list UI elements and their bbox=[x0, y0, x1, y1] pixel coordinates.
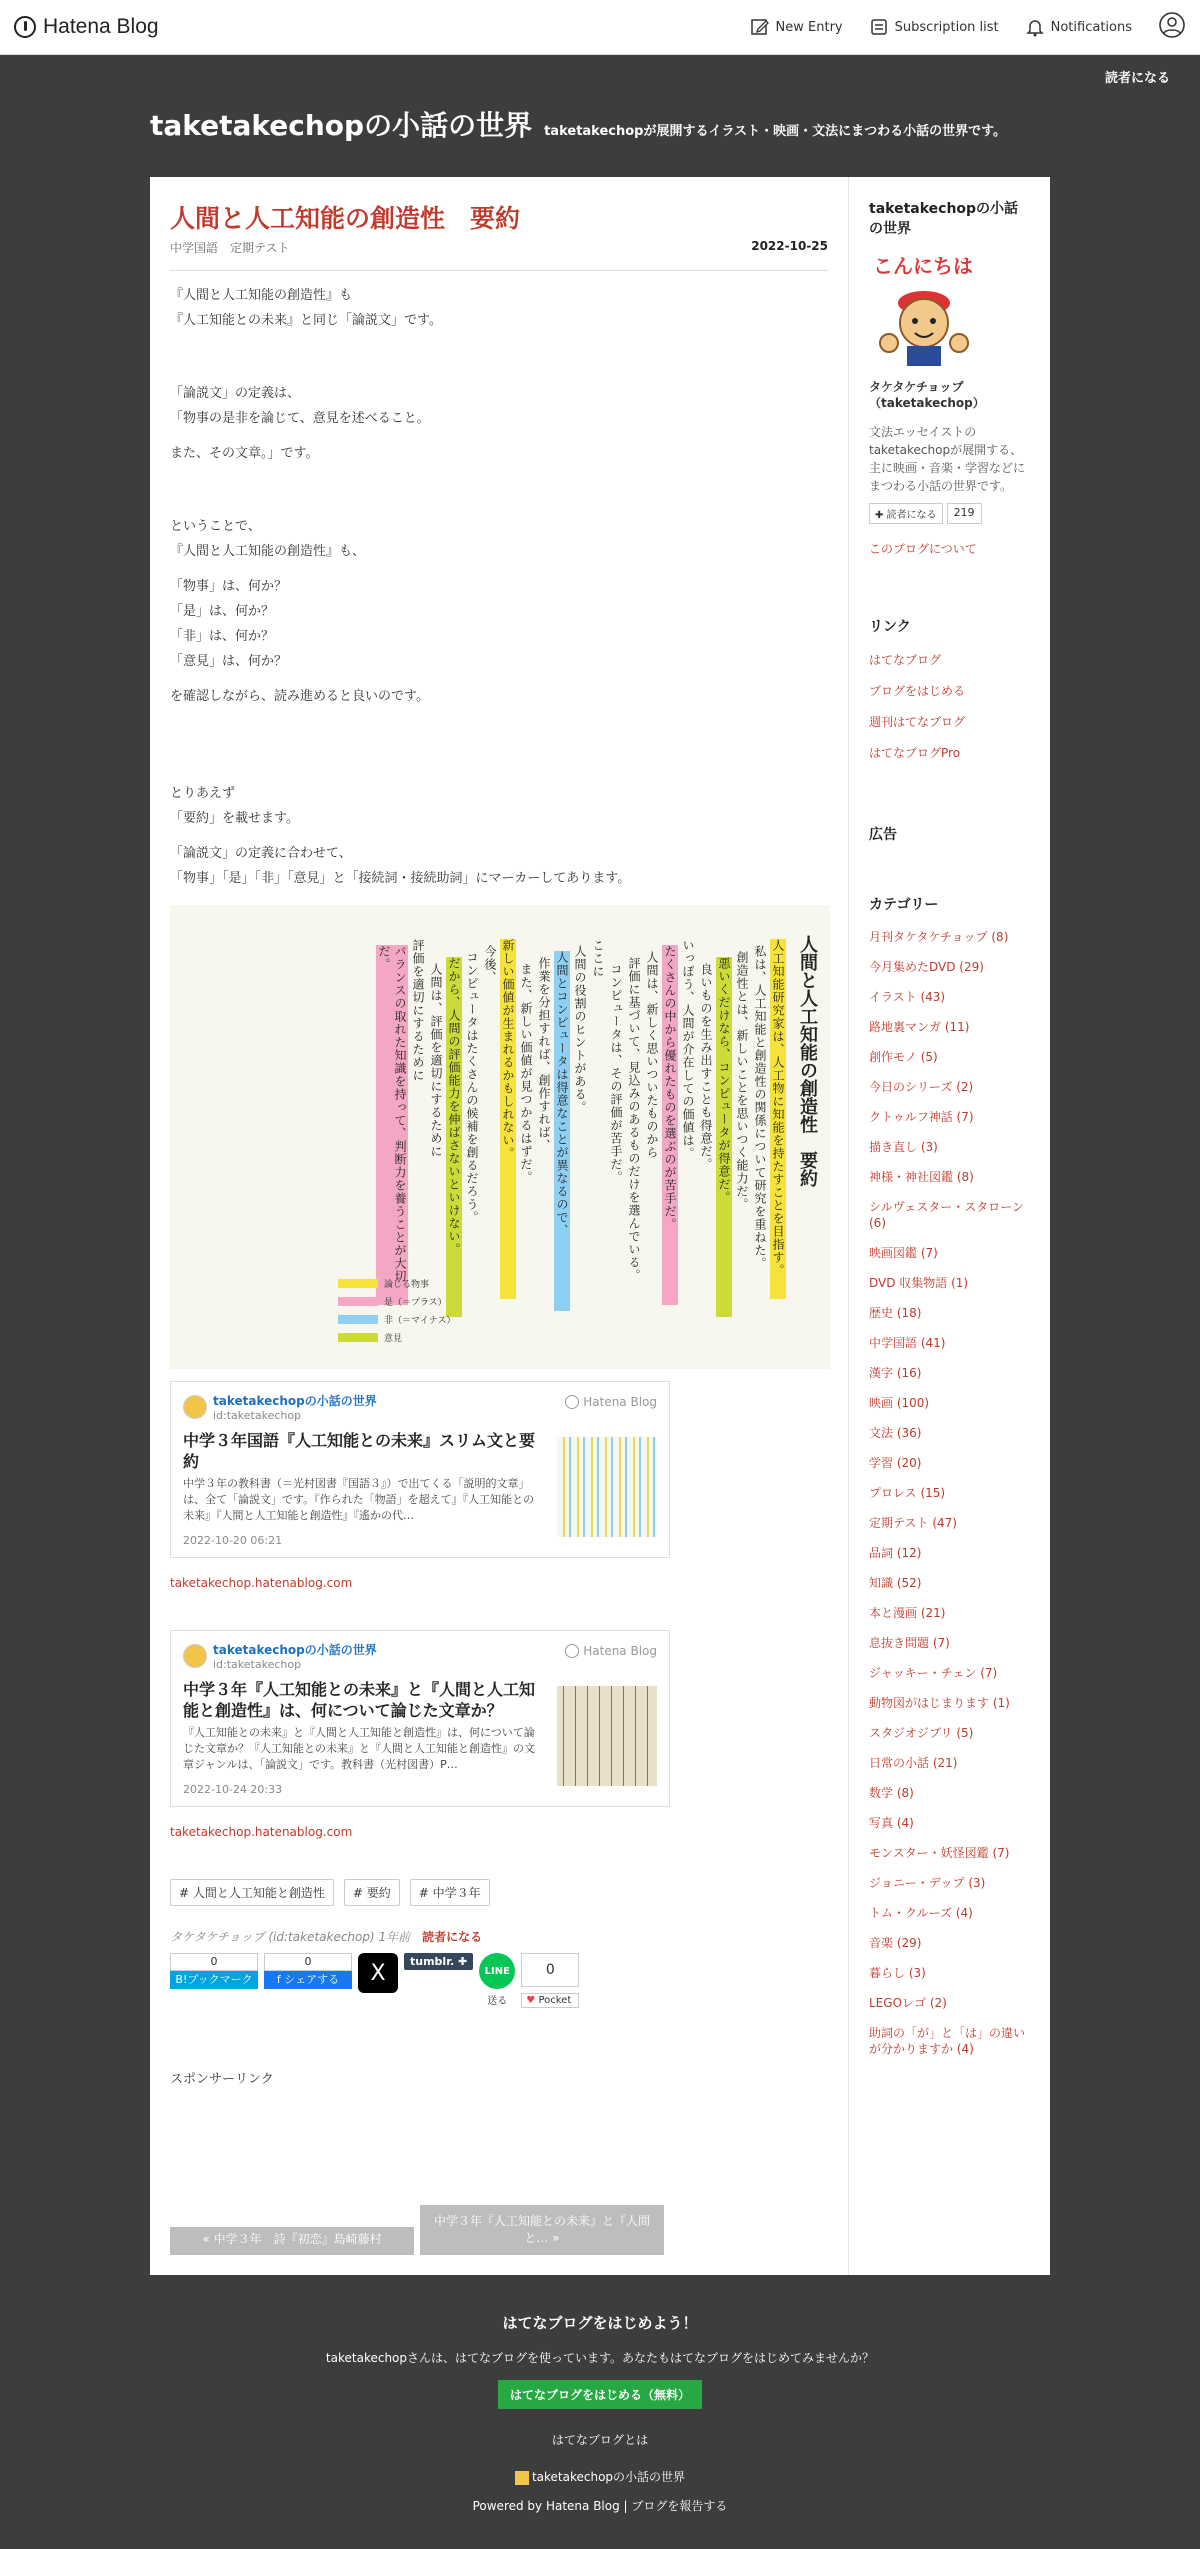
category-link[interactable]: シルヴェスター・スタローン (6) bbox=[869, 1200, 1024, 1230]
card-date: 2022-10-24 20:33 bbox=[183, 1783, 283, 1796]
category-link[interactable]: スタジオジブリ (5) bbox=[869, 1726, 974, 1740]
figure-column: 良いものを生み出すことも得意だ。 bbox=[699, 963, 713, 1171]
about-blog-link[interactable]: このブログについて bbox=[869, 542, 977, 556]
figure-column: 作業を分担すれば、創作すれば、 bbox=[537, 957, 551, 1152]
subscribe-top-button[interactable]: 読者になる bbox=[1105, 71, 1171, 86]
legend-swatch bbox=[338, 1297, 378, 1306]
hatena-logo[interactable] bbox=[14, 15, 159, 39]
category-link[interactable]: トム・クルーズ (4) bbox=[869, 1906, 973, 1920]
tumblr-share-button[interactable]: tumblr. ✚ bbox=[404, 1953, 473, 1970]
main-column bbox=[150, 177, 849, 2275]
card-source[interactable]: taketakechop.hatenablog.com bbox=[170, 1825, 353, 1839]
hatena-badge-icon bbox=[565, 1395, 579, 1409]
card-title[interactable]: 中学３年『人工知能との未来』と『人間と人工知能と創造性』は、何について論じた文章か？ bbox=[183, 1680, 536, 1720]
paragraph: とりあえず bbox=[170, 786, 236, 801]
figure-title: 人間と人工知能の創造性 要約 bbox=[797, 935, 818, 1187]
share-buttons bbox=[170, 1953, 828, 2008]
sponsor-label: スポンサーリンク bbox=[170, 2072, 274, 2087]
footer-blog-name[interactable]: taketakechopの小話の世界 bbox=[0, 2468, 1200, 2485]
category-link[interactable]: LEGOレゴ (2) bbox=[869, 1996, 947, 2010]
hatena-bookmark-button[interactable]: B!ブックマーク bbox=[170, 1971, 258, 1989]
card-blog-id: id:taketakechop bbox=[213, 1409, 302, 1422]
category-link[interactable]: 創作モノ (5) bbox=[869, 1050, 938, 1064]
entry-body bbox=[170, 271, 828, 891]
figure-legend bbox=[338, 1277, 455, 1349]
figure-column: 今後、 bbox=[483, 945, 497, 984]
tag-list bbox=[170, 1879, 828, 1906]
card-thumbnail bbox=[557, 1437, 657, 1537]
category-link[interactable]: 暮らし (3) bbox=[869, 1966, 926, 1980]
prev-entry-link[interactable]: « 中学３年 詩『初恋』島崎藤村 bbox=[170, 2227, 414, 2255]
category-link[interactable]: 映画 (100) bbox=[869, 1396, 930, 1410]
facebook-count: 0 bbox=[264, 1953, 352, 1971]
category-link[interactable]: 歴史 (18) bbox=[869, 1306, 922, 1320]
legend-label: 非（＝マイナス） bbox=[384, 1316, 456, 1326]
category-link[interactable]: プロレス (15) bbox=[869, 1486, 946, 1500]
logo-text: Hatena Blog bbox=[43, 15, 159, 38]
footer-heading: はてなブログをはじめよう！ bbox=[502, 2314, 698, 2332]
pocket-count: 0 bbox=[521, 1953, 579, 1987]
figure-column: コンピュータはたくさんの候補を創るだろう。 bbox=[465, 951, 479, 1224]
facebook-share-button[interactable]: f シェアする bbox=[264, 1971, 352, 1989]
figure-column: だから、人間の評価能力を伸ばさないといけない。 bbox=[446, 957, 462, 1317]
tag-link[interactable]: # 要約 bbox=[344, 1879, 400, 1906]
blog-title[interactable]: taketakechopの小話の世界 bbox=[150, 109, 533, 142]
figure-column: 創造性とは、新しいことを思いつく能力だ。 bbox=[735, 951, 749, 1211]
legend-swatch bbox=[338, 1333, 378, 1342]
paragraph: 「論説文」の定義に合わせて、 bbox=[170, 846, 352, 861]
about-hatena-link[interactable]: はてなブログとは bbox=[551, 2433, 649, 2447]
blog-card[interactable] bbox=[170, 1630, 670, 1807]
pager bbox=[170, 2205, 664, 2255]
avatar bbox=[183, 1395, 207, 1419]
subscription-list-button[interactable]: Subscription list bbox=[869, 17, 999, 37]
category-link[interactable]: 定期テスト (47) bbox=[869, 1516, 957, 1530]
reader-icon bbox=[869, 17, 889, 37]
category-section bbox=[869, 895, 1030, 2057]
category-link[interactable]: イラスト (43) bbox=[869, 990, 946, 1004]
blog-card[interactable] bbox=[170, 1381, 670, 1558]
blog-favicon-icon bbox=[515, 2471, 529, 2485]
links-section bbox=[869, 617, 1030, 761]
profile-heading: taketakechopの小話の世界 bbox=[869, 201, 1019, 237]
sidebar-link[interactable]: はてなブログPro bbox=[869, 746, 961, 760]
blog-header bbox=[150, 104, 1006, 144]
paragraph: 「物事の是非を論じて、意見を述べること。 bbox=[170, 411, 430, 426]
figure-column: コンピュータは、その評価が苦手だ。 bbox=[609, 963, 623, 1184]
figure-column: 悪いくだけなら、コンピュータが得意だ。 bbox=[716, 957, 732, 1317]
card-blog-name[interactable]: taketakechopの小話の世界 bbox=[213, 1394, 377, 1408]
pocket-button[interactable]: ♥ Pocket bbox=[521, 1993, 579, 2008]
ad-section bbox=[869, 825, 1030, 845]
figure-column: ここに bbox=[591, 939, 605, 978]
line-share-button[interactable]: LINE bbox=[479, 1953, 515, 1989]
category-link[interactable]: 助詞の「が」と「は」の違いが分かりますか (4) bbox=[869, 2026, 1026, 2056]
legend-swatch bbox=[338, 1279, 378, 1288]
category-link[interactable]: 息抜き問題 (7) bbox=[869, 1636, 950, 1650]
category-link[interactable]: 品詞 (12) bbox=[869, 1546, 922, 1560]
bell-icon bbox=[1025, 17, 1045, 37]
legend-swatch bbox=[338, 1315, 378, 1324]
figure-column: 評価を適切にするために bbox=[411, 939, 425, 1082]
category-link[interactable]: DVD 収集物語 (1) bbox=[869, 1276, 969, 1290]
card-badge: Hatena Blog bbox=[565, 1644, 657, 1658]
start-blog-button[interactable]: はてなブログをはじめる（無料） bbox=[498, 2380, 702, 2409]
figure-column: 人間の役割のヒントがある。 bbox=[573, 945, 587, 1114]
blog-description: taketakechopが展開するイラスト・映画・文法にまつわる小話の世界です。 bbox=[544, 124, 1007, 139]
x-share-button[interactable]: X bbox=[358, 1953, 398, 1993]
paragraph: 「物事」は、何か？ bbox=[170, 579, 288, 594]
summary-figure bbox=[170, 905, 830, 1369]
card-blog-name[interactable]: taketakechopの小話の世界 bbox=[213, 1643, 377, 1657]
category-link[interactable]: 映画図鑑 (7) bbox=[869, 1246, 938, 1260]
category-link[interactable]: 今月集めたDVD (29) bbox=[869, 960, 984, 974]
card-thumbnail bbox=[557, 1686, 657, 1786]
profile-section bbox=[869, 199, 1030, 557]
paragraph: また、その文章。」です。 bbox=[170, 446, 319, 461]
category-link[interactable]: 月刊タケタケチョップ (8) bbox=[869, 930, 1009, 944]
subscriber-count: 219 bbox=[947, 503, 982, 524]
entry-title[interactable]: 人間と人工知能の創造性 要約 bbox=[170, 204, 521, 233]
card-desc: 中学３年の教科書（＝光村図書『国語３』）で出てくる「説明的文章」は、全て「論説文」です。『作られた「物語」を超えて』『人工知能との未来』『人間と人工知能と創造性』『遙かの代… bbox=[183, 1477, 535, 1522]
tag-link[interactable]: # 中学３年 bbox=[410, 1879, 490, 1906]
figure-column: 評価に基づいて、見込みのあるものだけを選んでいる。 bbox=[627, 957, 641, 1282]
category-link[interactable]: 漢字 (16) bbox=[869, 1366, 922, 1380]
entry-categories[interactable]: 中学国語 定期テスト bbox=[170, 241, 290, 255]
svg-text:こんにちは: こんにちは bbox=[873, 254, 973, 278]
hatena-count: 0 bbox=[170, 1953, 258, 1971]
tag-link[interactable]: # 人間と人工知能と創造性 bbox=[170, 1879, 334, 1906]
paragraph: 「物事」「是」「非」「意見」と「接続詞・接続助詞」にマーカーしてあります。 bbox=[170, 871, 631, 886]
category-link[interactable]: 描き直し (3) bbox=[869, 1140, 938, 1154]
profile-name[interactable]: タケタケチョップ（taketakechop） bbox=[869, 380, 985, 410]
paragraph: 「非」は、何か？ bbox=[170, 629, 275, 644]
paragraph: ということで、 bbox=[170, 519, 261, 534]
category-link[interactable]: 写真 (4) bbox=[869, 1816, 914, 1830]
category-link[interactable]: 今日のシリーズ (2) bbox=[869, 1080, 974, 1094]
category-link[interactable]: 本と漫画 (21) bbox=[869, 1606, 946, 1620]
category-heading: カテゴリー bbox=[869, 897, 939, 913]
hatena-badge-icon bbox=[565, 1644, 579, 1658]
profile-image[interactable] bbox=[869, 251, 979, 369]
edit-icon bbox=[750, 17, 770, 37]
sidebar-link[interactable]: ブログをはじめる bbox=[869, 684, 966, 698]
profile-illustration bbox=[869, 251, 979, 369]
category-link[interactable]: 日常の小話 (21) bbox=[869, 1756, 958, 1770]
user-menu-button[interactable] bbox=[1158, 11, 1186, 43]
figure-column: 人工知能研究家は、人工物に知能を持たすことを目指す。 bbox=[770, 939, 786, 1299]
card-desc: 『人工知能との未来』と『人間と人工知能と創造性』は、何について論じた文章か？『人工知能との未来』と『人間と人工知能と創造性』の文章ジャンルは、「論説文」です。教科書（光村図書）P… bbox=[183, 1726, 535, 1771]
figure-column: バランスの取れた知識を持って、判断力を養うことが大切だ。 bbox=[376, 945, 408, 1305]
paragraph: 「意見」は、何か？ bbox=[170, 654, 288, 669]
card-source[interactable]: taketakechop.hatenablog.com bbox=[170, 1576, 353, 1590]
figure-column: 新しい価値が生まれるかもしれない。 bbox=[500, 939, 516, 1299]
paragraph: 「要約」を載せます。 bbox=[170, 811, 299, 826]
entry-date[interactable]: 2022-10-25 bbox=[751, 239, 828, 253]
paragraph: 「論説文」の定義は、 bbox=[170, 386, 301, 401]
sidebar-link[interactable]: 週刊はてなブログ bbox=[869, 715, 966, 729]
footer bbox=[0, 2275, 1200, 2514]
card-blog-id: id:taketakechop bbox=[213, 1658, 302, 1671]
figure-column: 人間は、新しく思いついたものから bbox=[645, 951, 659, 1159]
powered-by[interactable]: Powered by Hatena Blog | ブログを報告する bbox=[472, 2499, 728, 2513]
category-link[interactable]: ジャッキー・チェン (7) bbox=[869, 1666, 998, 1680]
category-link[interactable]: モンスター・妖怪図鑑 (7) bbox=[869, 1846, 1010, 1860]
sidebar-link[interactable]: はてなブログ bbox=[869, 653, 942, 667]
category-link[interactable]: 知識 (52) bbox=[869, 1576, 922, 1590]
category-link[interactable]: 路地裏マンガ (11) bbox=[869, 1020, 970, 1034]
card-title[interactable]: 中学３年国語『人工知能との未来』スリム文と要約 bbox=[183, 1431, 536, 1471]
category-link[interactable]: 文法 (36) bbox=[869, 1426, 922, 1440]
new-entry-button[interactable]: New Entry bbox=[750, 17, 843, 37]
figure-column: また、新しい価値が見つかるはずだ。 bbox=[519, 963, 533, 1184]
entry-meta bbox=[170, 239, 828, 271]
paragraph: 『人間と人工知能の創造性』も bbox=[170, 288, 353, 303]
next-entry-link[interactable]: 中学３年『人工知能との未来』と『人間と… » bbox=[420, 2205, 664, 2255]
category-link[interactable]: ジョニー・デップ (3) bbox=[869, 1876, 986, 1890]
hatena-logo-icon bbox=[14, 16, 36, 38]
ad-heading: 広告 bbox=[869, 827, 897, 843]
avatar bbox=[183, 1644, 207, 1668]
card-date: 2022-10-20 06:21 bbox=[183, 1534, 283, 1547]
legend-label: 意見 bbox=[384, 1334, 403, 1344]
content-wrapper bbox=[150, 177, 1050, 2275]
category-link[interactable]: クトゥルフ神話 (7) bbox=[869, 1110, 974, 1124]
category-link[interactable]: 中学国語 (41) bbox=[869, 1336, 946, 1350]
category-link[interactable]: 音楽 (29) bbox=[869, 1936, 922, 1950]
author-line: タケタケチョップ (id:taketakechop) 1年前 読者になる bbox=[170, 1930, 483, 1944]
line-send-label: 送る bbox=[487, 1996, 508, 2007]
links-heading: リンク bbox=[869, 619, 911, 635]
category-link[interactable]: 学習 (20) bbox=[869, 1456, 922, 1470]
category-link[interactable]: 神様・神社図鑑 (8) bbox=[869, 1170, 974, 1184]
sidebar bbox=[849, 177, 1050, 2275]
paragraph: 『人工知能との未来』と同じ「論説文」です。 bbox=[170, 313, 442, 328]
category-link[interactable]: 数学 (8) bbox=[869, 1786, 914, 1800]
card-badge: Hatena Blog bbox=[565, 1395, 657, 1409]
footer-text: taketakechopさんは、はてなブログを使っています。あなたもはてなブログをはじめてみませんか？ bbox=[325, 2351, 875, 2365]
author-subscribe-link[interactable]: 読者になる bbox=[422, 1930, 483, 1944]
paragraph: 「是」は、何か？ bbox=[170, 604, 275, 619]
global-header bbox=[0, 0, 1200, 55]
figure-column: 人間とコンピュータは得意なことが異なるので、 bbox=[554, 951, 570, 1311]
legend-label: 論じる物事 bbox=[384, 1280, 430, 1290]
figure-column: 私は、人工知能と創造性の関係について研究を重ねた。 bbox=[753, 945, 767, 1270]
legend-label: 是（＝プラス） bbox=[384, 1298, 447, 1308]
category-link[interactable]: 動物図がはじまります (1) bbox=[869, 1696, 1010, 1710]
paragraph: 『人間と人工知能の創造性』も、 bbox=[170, 544, 366, 559]
figure-column: 人間は、評価を適切にするために bbox=[429, 963, 443, 1158]
user-avatar-icon bbox=[1158, 11, 1186, 39]
paragraph: を確認しながら、読み進めると良いのです。 bbox=[170, 689, 429, 704]
profile-description: 文法エッセイストのtaketakechopが展開する、主に映画・音楽・学習などにまつわる小話の世界です。 bbox=[869, 425, 1026, 493]
notifications-button[interactable]: Notifications bbox=[1025, 17, 1132, 37]
sidebar-subscribe-button[interactable]: ✚ 読者になる bbox=[869, 503, 943, 524]
figure-column: たくさんの中から優れたものを選ぶのが苦手だ。 bbox=[662, 945, 678, 1305]
figure-column: いっぽう、人間が介在しての価値は。 bbox=[681, 939, 695, 1160]
